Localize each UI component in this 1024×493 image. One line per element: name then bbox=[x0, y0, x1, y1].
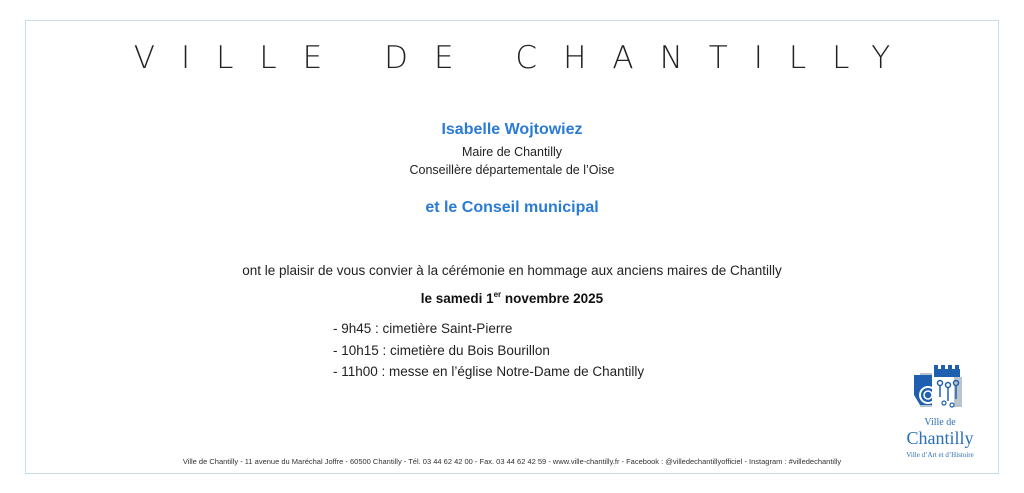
schedule-item: - 11h00 : messe en l’église Notre-Dame de Chantilly bbox=[333, 364, 645, 379]
hunting-horn-castle-logo-icon bbox=[910, 365, 970, 415]
date-superscript: er bbox=[493, 290, 502, 299]
logo-subtitle: Ville d’Art et d’Histoire bbox=[906, 451, 974, 459]
footer-contact: Ville de Chantilly - 11 avenue du Maréchal Joffre - 60500 Chantilly - Tél. 03 44 62 42 00 - Fax. 03 44 62 42 59 - www.ville-chantilly.fr - Facebook : @villedechantillyofficiel - Instagram : #villedechantilly bbox=[182, 457, 842, 466]
date-suffix: novembre 2025 bbox=[501, 291, 604, 306]
schedule-item: - 9h45 : cimetière Saint-Pierre bbox=[333, 321, 513, 336]
council-line: et le Conseil municipal bbox=[425, 199, 599, 216]
date-prefix: le samedi 1 bbox=[420, 291, 494, 306]
invitation-text: ont le plaisir de vous convier à la cérémonie en hommage aux anciens maires de Chantilly bbox=[242, 263, 782, 278]
page-title: VILLE DE CHANTILLY bbox=[133, 40, 917, 76]
invitation-card bbox=[25, 20, 999, 474]
schedule-list bbox=[333, 318, 644, 383]
logo-chantilly: Chantilly bbox=[906, 428, 974, 448]
host-name: Isabelle Wojtowiez bbox=[441, 121, 583, 138]
schedule-item: - 10h15 : cimetière du Bois Bourillon bbox=[333, 342, 550, 358]
host-role-councillor: Conseillère départementale de l’Oise bbox=[409, 163, 615, 177]
city-logo bbox=[892, 365, 988, 465]
logo-ville-de: Ville de bbox=[924, 417, 956, 428]
host-role-mayor: Maire de Chantilly bbox=[461, 145, 563, 159]
event-date bbox=[0, 290, 1024, 306]
